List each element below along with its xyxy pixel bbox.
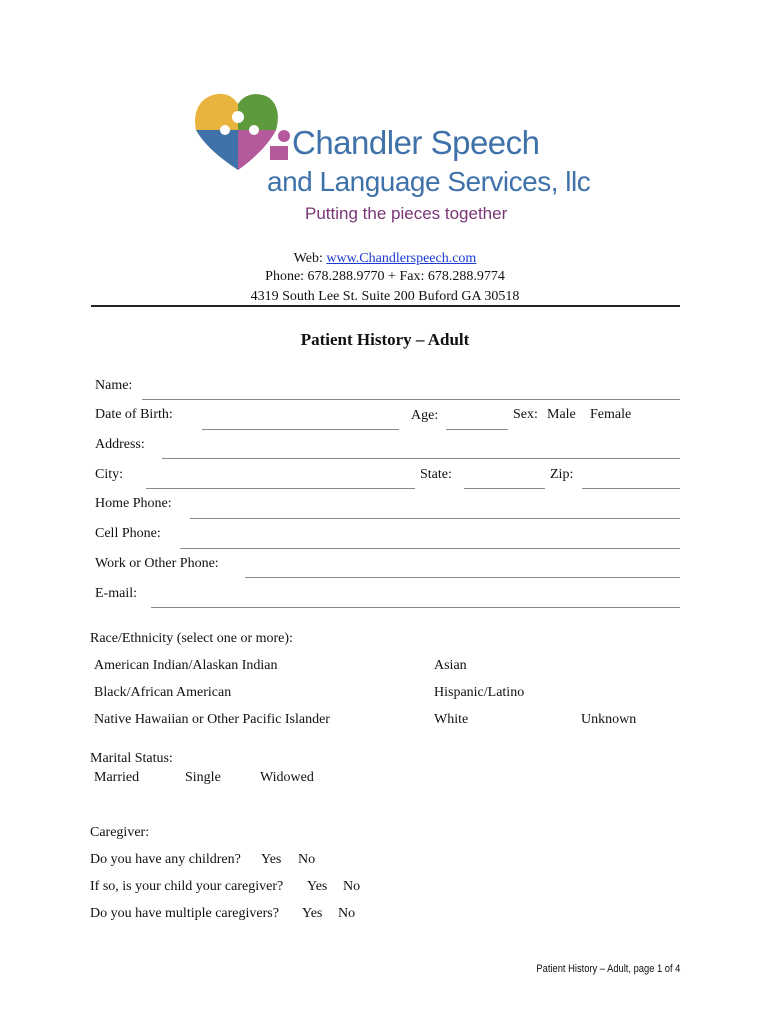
zip-label: Zip:	[550, 467, 574, 482]
children-option-no[interactable]: No	[298, 852, 316, 867]
age-label: Age:	[411, 408, 439, 423]
name-field[interactable]	[142, 399, 680, 400]
address-line: 4319 South Lee St. Suite 200 Buford GA 30518	[250, 289, 520, 304]
race-option-white[interactable]: White	[434, 712, 469, 727]
logo-company-name: Chandler Speech	[292, 124, 540, 161]
work-phone-field[interactable]	[245, 577, 680, 578]
web-line	[0, 250, 770, 268]
address-label: Address:	[95, 437, 145, 452]
race-heading: Race/Ethnicity (select one or more):	[90, 631, 293, 646]
multiple-caregivers-option-no[interactable]: No	[338, 906, 356, 921]
logo-tagline: Putting the pieces together	[305, 204, 508, 223]
form-title: Patient History – Adult	[300, 330, 470, 349]
multiple-caregivers-option-yes[interactable]: Yes	[302, 906, 323, 921]
email-label: E-mail:	[95, 586, 137, 601]
marital-heading: Marital Status:	[90, 751, 173, 766]
dob-field[interactable]	[202, 429, 399, 430]
header-divider	[91, 305, 680, 307]
sex-option-male[interactable]: Male	[547, 407, 576, 422]
marital-option-widowed[interactable]: Widowed	[260, 770, 314, 785]
dob-label: Date of Birth:	[95, 407, 173, 422]
name-label: Name:	[95, 378, 133, 393]
web-label: Web:	[293, 251, 327, 266]
sex-label: Sex:	[513, 407, 538, 422]
home-phone-label: Home Phone:	[95, 496, 172, 511]
logo-company-name-line2: and Language Services, llc	[267, 166, 591, 197]
marital-option-single[interactable]: Single	[185, 770, 221, 785]
race-option-native-hawaiian[interactable]: Native Hawaiian or Other Pacific Islander	[94, 712, 330, 727]
race-option-hispanic[interactable]: Hispanic/Latino	[434, 685, 525, 700]
sex-option-female[interactable]: Female	[590, 407, 632, 422]
race-option-american-indian[interactable]: American Indian/Alaskan Indian	[94, 658, 278, 673]
race-option-unknown[interactable]: Unknown	[581, 712, 637, 727]
race-option-asian[interactable]: Asian	[434, 658, 467, 673]
state-label: State:	[420, 467, 452, 482]
race-option-black[interactable]: Black/African American	[94, 685, 232, 700]
home-phone-field[interactable]	[190, 518, 680, 519]
caregiver-question-multiple: Do you have multiple caregivers?	[90, 906, 279, 921]
work-phone-label: Work or Other Phone:	[95, 556, 219, 571]
age-field[interactable]	[446, 429, 508, 430]
child-caregiver-option-no[interactable]: No	[343, 879, 361, 894]
zip-field[interactable]	[582, 488, 680, 489]
caregiver-question-children: Do you have any children?	[90, 852, 241, 867]
phone-line: Phone: 678.288.9770 + Fax: 678.288.9774	[265, 269, 505, 284]
city-label: City:	[95, 467, 124, 482]
page-footer: Patient History – Adult, page 1 of 4	[536, 963, 680, 975]
website-link[interactable]: www.Chandlerspeech.com	[326, 251, 477, 266]
address-field[interactable]	[162, 458, 680, 459]
marital-option-married[interactable]: Married	[94, 770, 140, 785]
city-field[interactable]	[146, 488, 415, 489]
cell-phone-field[interactable]	[180, 548, 680, 549]
cell-phone-label: Cell Phone:	[95, 526, 161, 541]
children-option-yes[interactable]: Yes	[261, 852, 282, 867]
state-field[interactable]	[464, 488, 545, 489]
caregiver-question-child-caregiver: If so, is your child your caregiver?	[90, 879, 284, 894]
child-caregiver-option-yes[interactable]: Yes	[307, 879, 328, 894]
caregiver-heading: Caregiver:	[90, 825, 150, 840]
email-field[interactable]	[151, 607, 680, 608]
